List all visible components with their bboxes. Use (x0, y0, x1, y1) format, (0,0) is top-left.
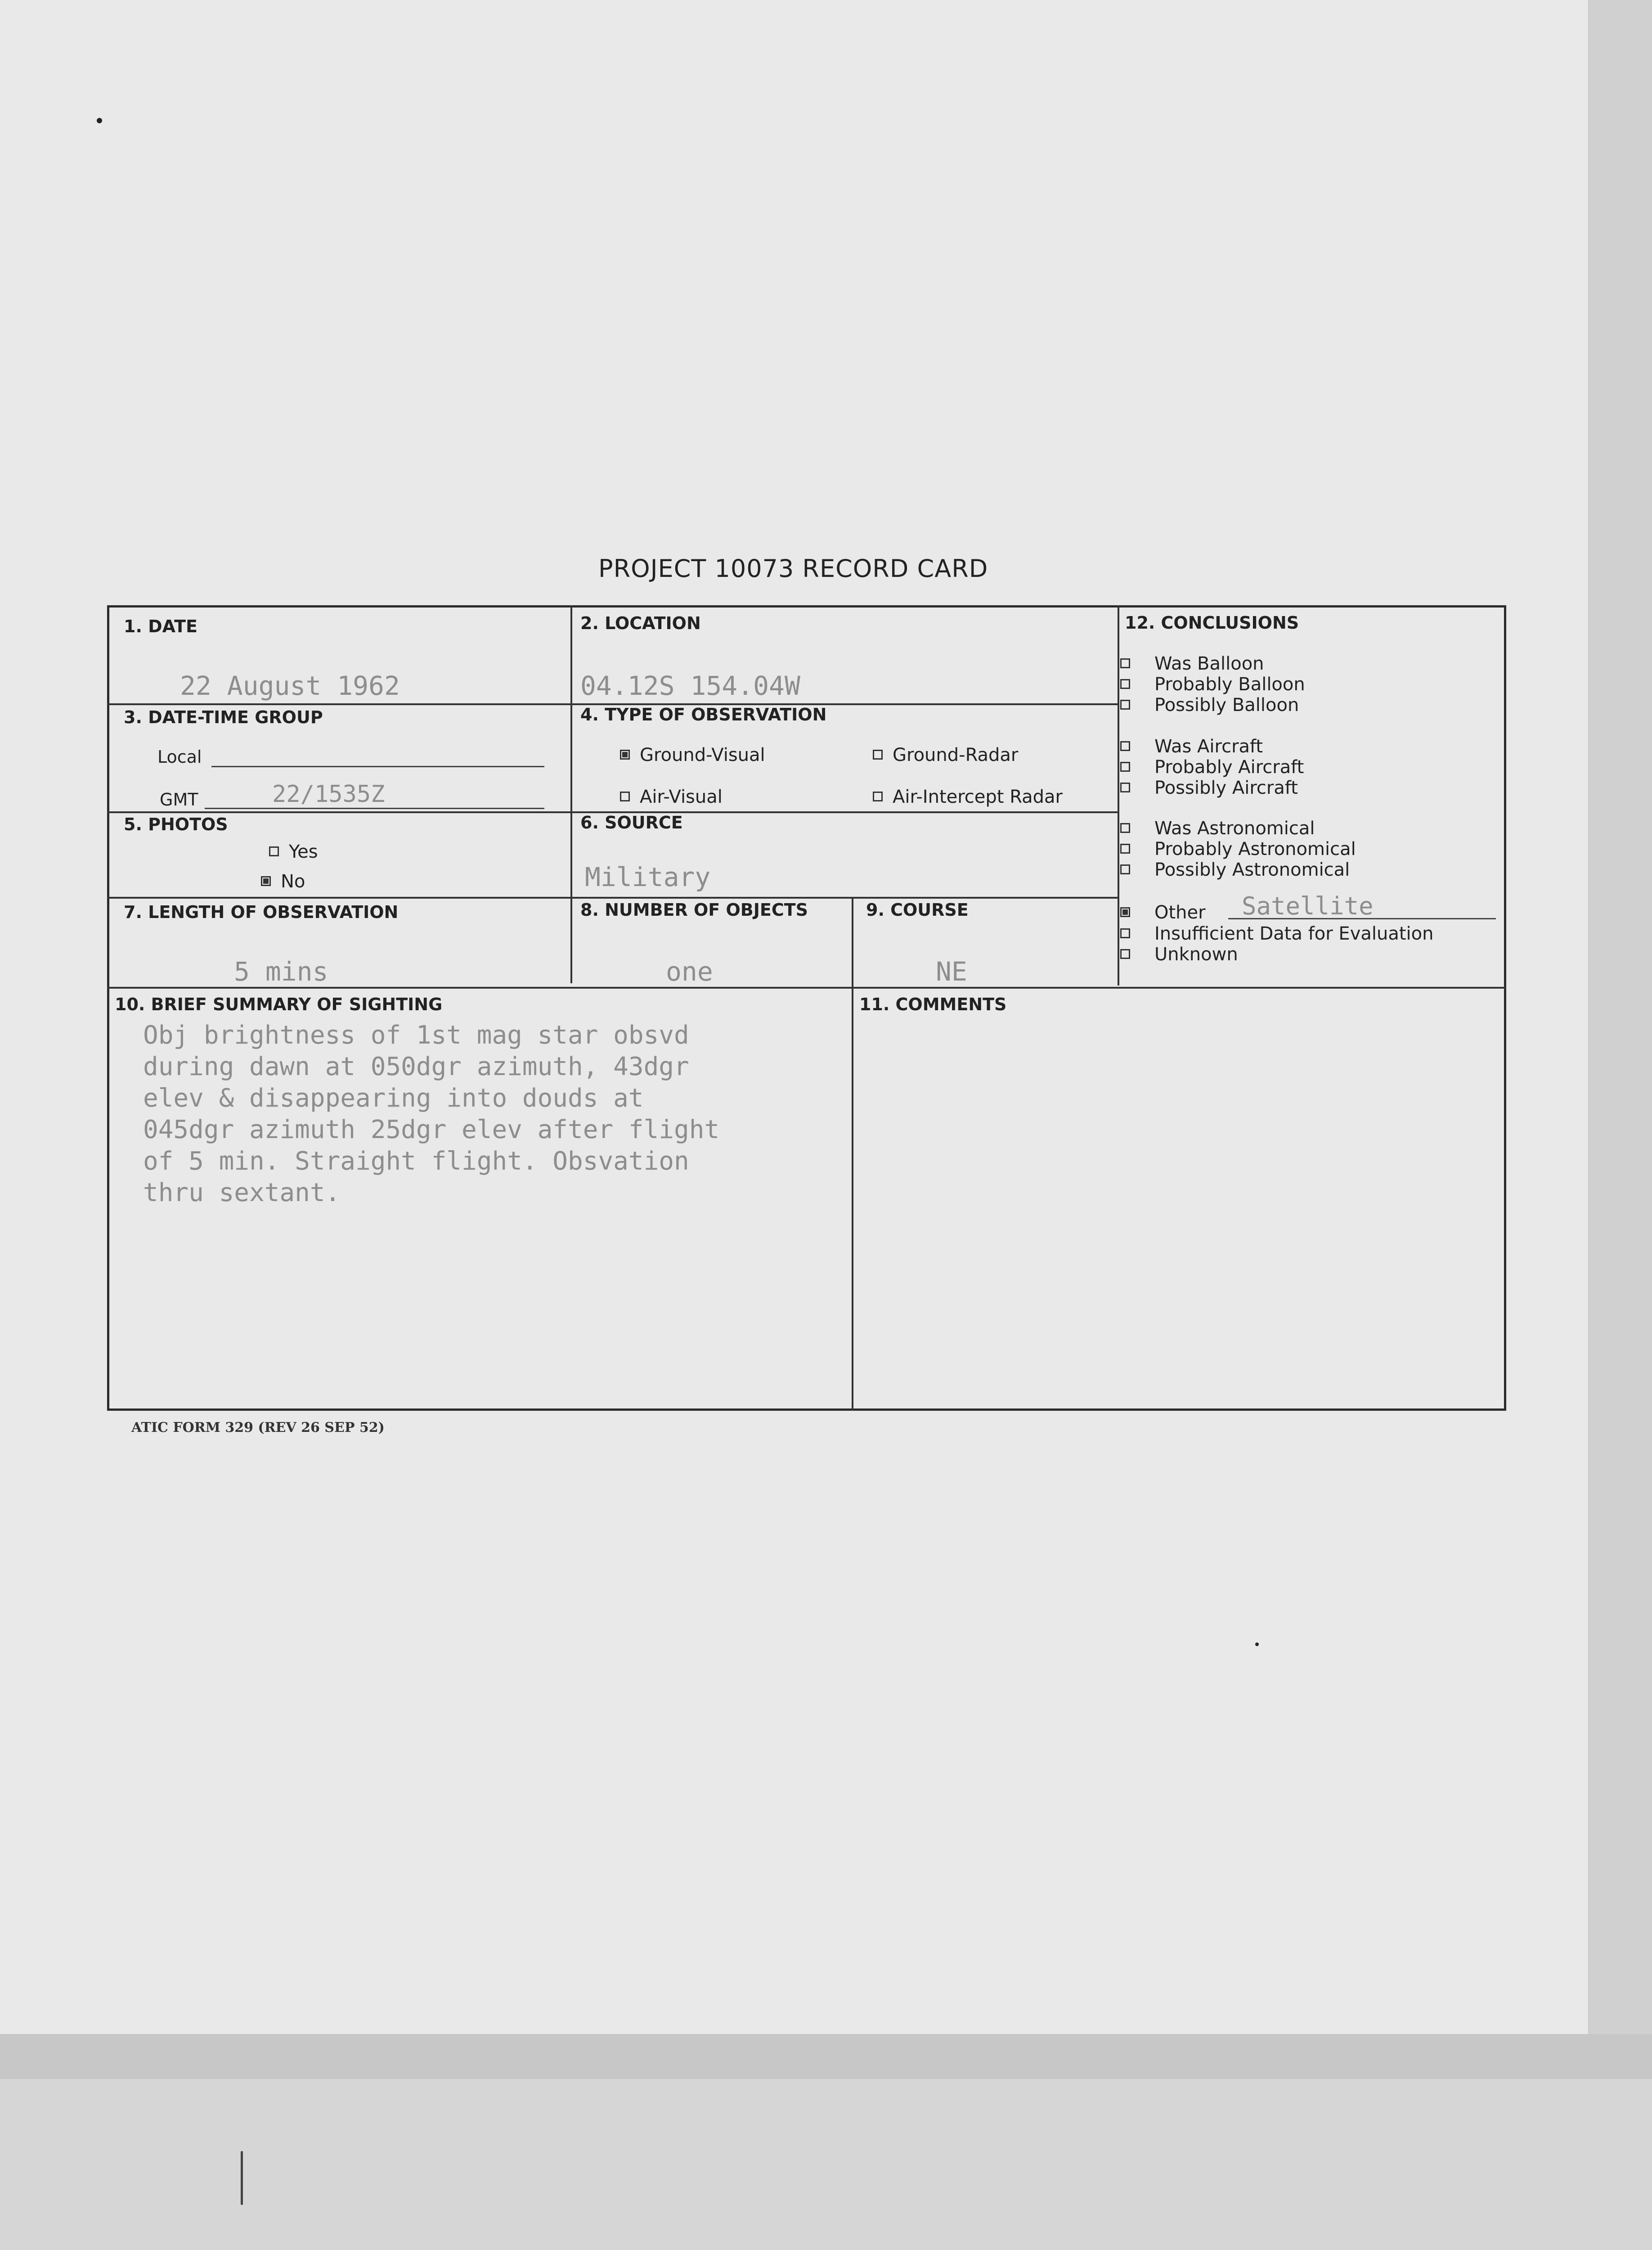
background-surface (0, 2079, 1652, 2250)
conclusions-label: 12. CONCLUSIONS (1125, 613, 1299, 633)
photos-label: 5. PHOTOS (124, 814, 228, 834)
checkbox-icon[interactable] (269, 846, 279, 856)
course-value: NE (936, 956, 967, 987)
date-value: 22 August 1962 (180, 670, 400, 701)
checkbox-icon[interactable] (1120, 762, 1130, 772)
conclusion-item[interactable]: Probably Astronomical (1120, 839, 1356, 860)
paper-speck (241, 2151, 243, 2205)
date-label: 1. DATE (124, 616, 198, 636)
checkbox-icon[interactable] (620, 792, 630, 801)
course-label: 9. COURSE (866, 900, 969, 920)
checkbox-icon[interactable] (873, 792, 883, 801)
conclusion-item[interactable]: Probably Balloon (1120, 674, 1305, 695)
checkbox-icon[interactable] (620, 750, 630, 760)
divider (1118, 605, 1119, 986)
conclusion-item[interactable]: Was Astronomical (1120, 818, 1315, 839)
conclusion-other[interactable]: Other (1120, 902, 1206, 923)
num-objects-value: one (666, 956, 713, 987)
checkbox-icon[interactable] (1120, 949, 1130, 959)
summary-line: 045dgr azimuth 25dgr elev after flight (143, 1115, 720, 1144)
option-air-visual[interactable]: Air-Visual (620, 787, 723, 807)
checkbox-icon[interactable] (261, 876, 271, 886)
checkbox-icon[interactable] (873, 750, 883, 760)
summary-line: thru sextant. (143, 1178, 341, 1207)
length-label: 7. LENGTH OF OBSERVATION (124, 902, 399, 922)
divider (852, 898, 853, 1411)
conclusion-item[interactable]: Insufficient Data for Evaluation (1120, 923, 1433, 944)
card-title: PROJECT 10073 RECORD CARD (598, 554, 988, 583)
checkbox-icon[interactable] (1120, 700, 1130, 710)
source-value: Military (585, 862, 711, 892)
checkbox-icon[interactable] (1120, 658, 1130, 668)
checkbox-icon[interactable] (1120, 783, 1130, 792)
length-value: 5 mins (234, 956, 328, 987)
summary-label: 10. BRIEF SUMMARY OF SIGHTING (115, 994, 443, 1014)
summary-line: of 5 min. Straight flight. Obsvation (143, 1147, 689, 1176)
checkbox-icon[interactable] (1120, 864, 1130, 874)
checkbox-icon[interactable] (1120, 844, 1130, 854)
source-label: 6. SOURCE (580, 813, 683, 832)
checkbox-icon[interactable] (1120, 928, 1130, 938)
other-value: Satellite (1242, 892, 1374, 920)
photos-no[interactable]: No (261, 871, 305, 892)
checkbox-icon[interactable] (1120, 823, 1130, 833)
local-underline (211, 766, 544, 767)
option-air-intercept-radar[interactable]: Air-Intercept Radar (873, 787, 1063, 807)
option-ground-radar[interactable]: Ground-Radar (873, 745, 1018, 765)
observation-type-label: 4. TYPE OF OBSERVATION (580, 705, 827, 724)
summary-line: during dawn at 050dgr azimuth, 43dgr (143, 1052, 689, 1081)
conclusion-item[interactable]: Was Aircraft (1120, 736, 1263, 757)
datetime-label: 3. DATE-TIME GROUP (124, 707, 323, 727)
comments-label: 11. COMMENTS (859, 994, 1007, 1014)
gmt-underline (205, 808, 544, 809)
conclusion-item[interactable]: Possibly Astronomical (1120, 860, 1350, 880)
divider (570, 605, 572, 983)
local-label: Local (157, 747, 202, 767)
summary-line: elev & disappearing into douds at (143, 1084, 644, 1113)
conclusion-item[interactable]: Possibly Aircraft (1120, 778, 1298, 798)
conclusion-item[interactable]: Was Balloon (1120, 653, 1264, 674)
divider (107, 987, 1506, 989)
paper-speck (97, 118, 102, 123)
location-label: 2. LOCATION (580, 613, 701, 633)
gmt-value: 22/1535Z (272, 781, 385, 808)
gmt-label: GMT (160, 790, 198, 810)
checkbox-icon[interactable] (1120, 679, 1130, 689)
num-objects-label: 8. NUMBER OF OBJECTS (580, 900, 808, 920)
checkbox-icon[interactable] (1120, 741, 1130, 751)
divider (107, 897, 1118, 899)
summary-line: Obj brightness of 1st mag star obsvd (143, 1021, 689, 1050)
photos-yes[interactable]: Yes (269, 842, 318, 862)
option-ground-visual[interactable]: Ground-Visual (620, 745, 765, 765)
paper-speck (1255, 1642, 1259, 1646)
form-footer: ATIC FORM 329 (REV 26 SEP 52) (131, 1420, 385, 1436)
checkbox-icon[interactable] (1120, 907, 1130, 917)
conclusion-item[interactable]: Possibly Balloon (1120, 695, 1299, 716)
conclusion-item[interactable]: Probably Aircraft (1120, 757, 1304, 778)
location-value: 04.12S 154.04W (580, 670, 800, 701)
conclusion-item[interactable]: Unknown (1120, 944, 1238, 965)
